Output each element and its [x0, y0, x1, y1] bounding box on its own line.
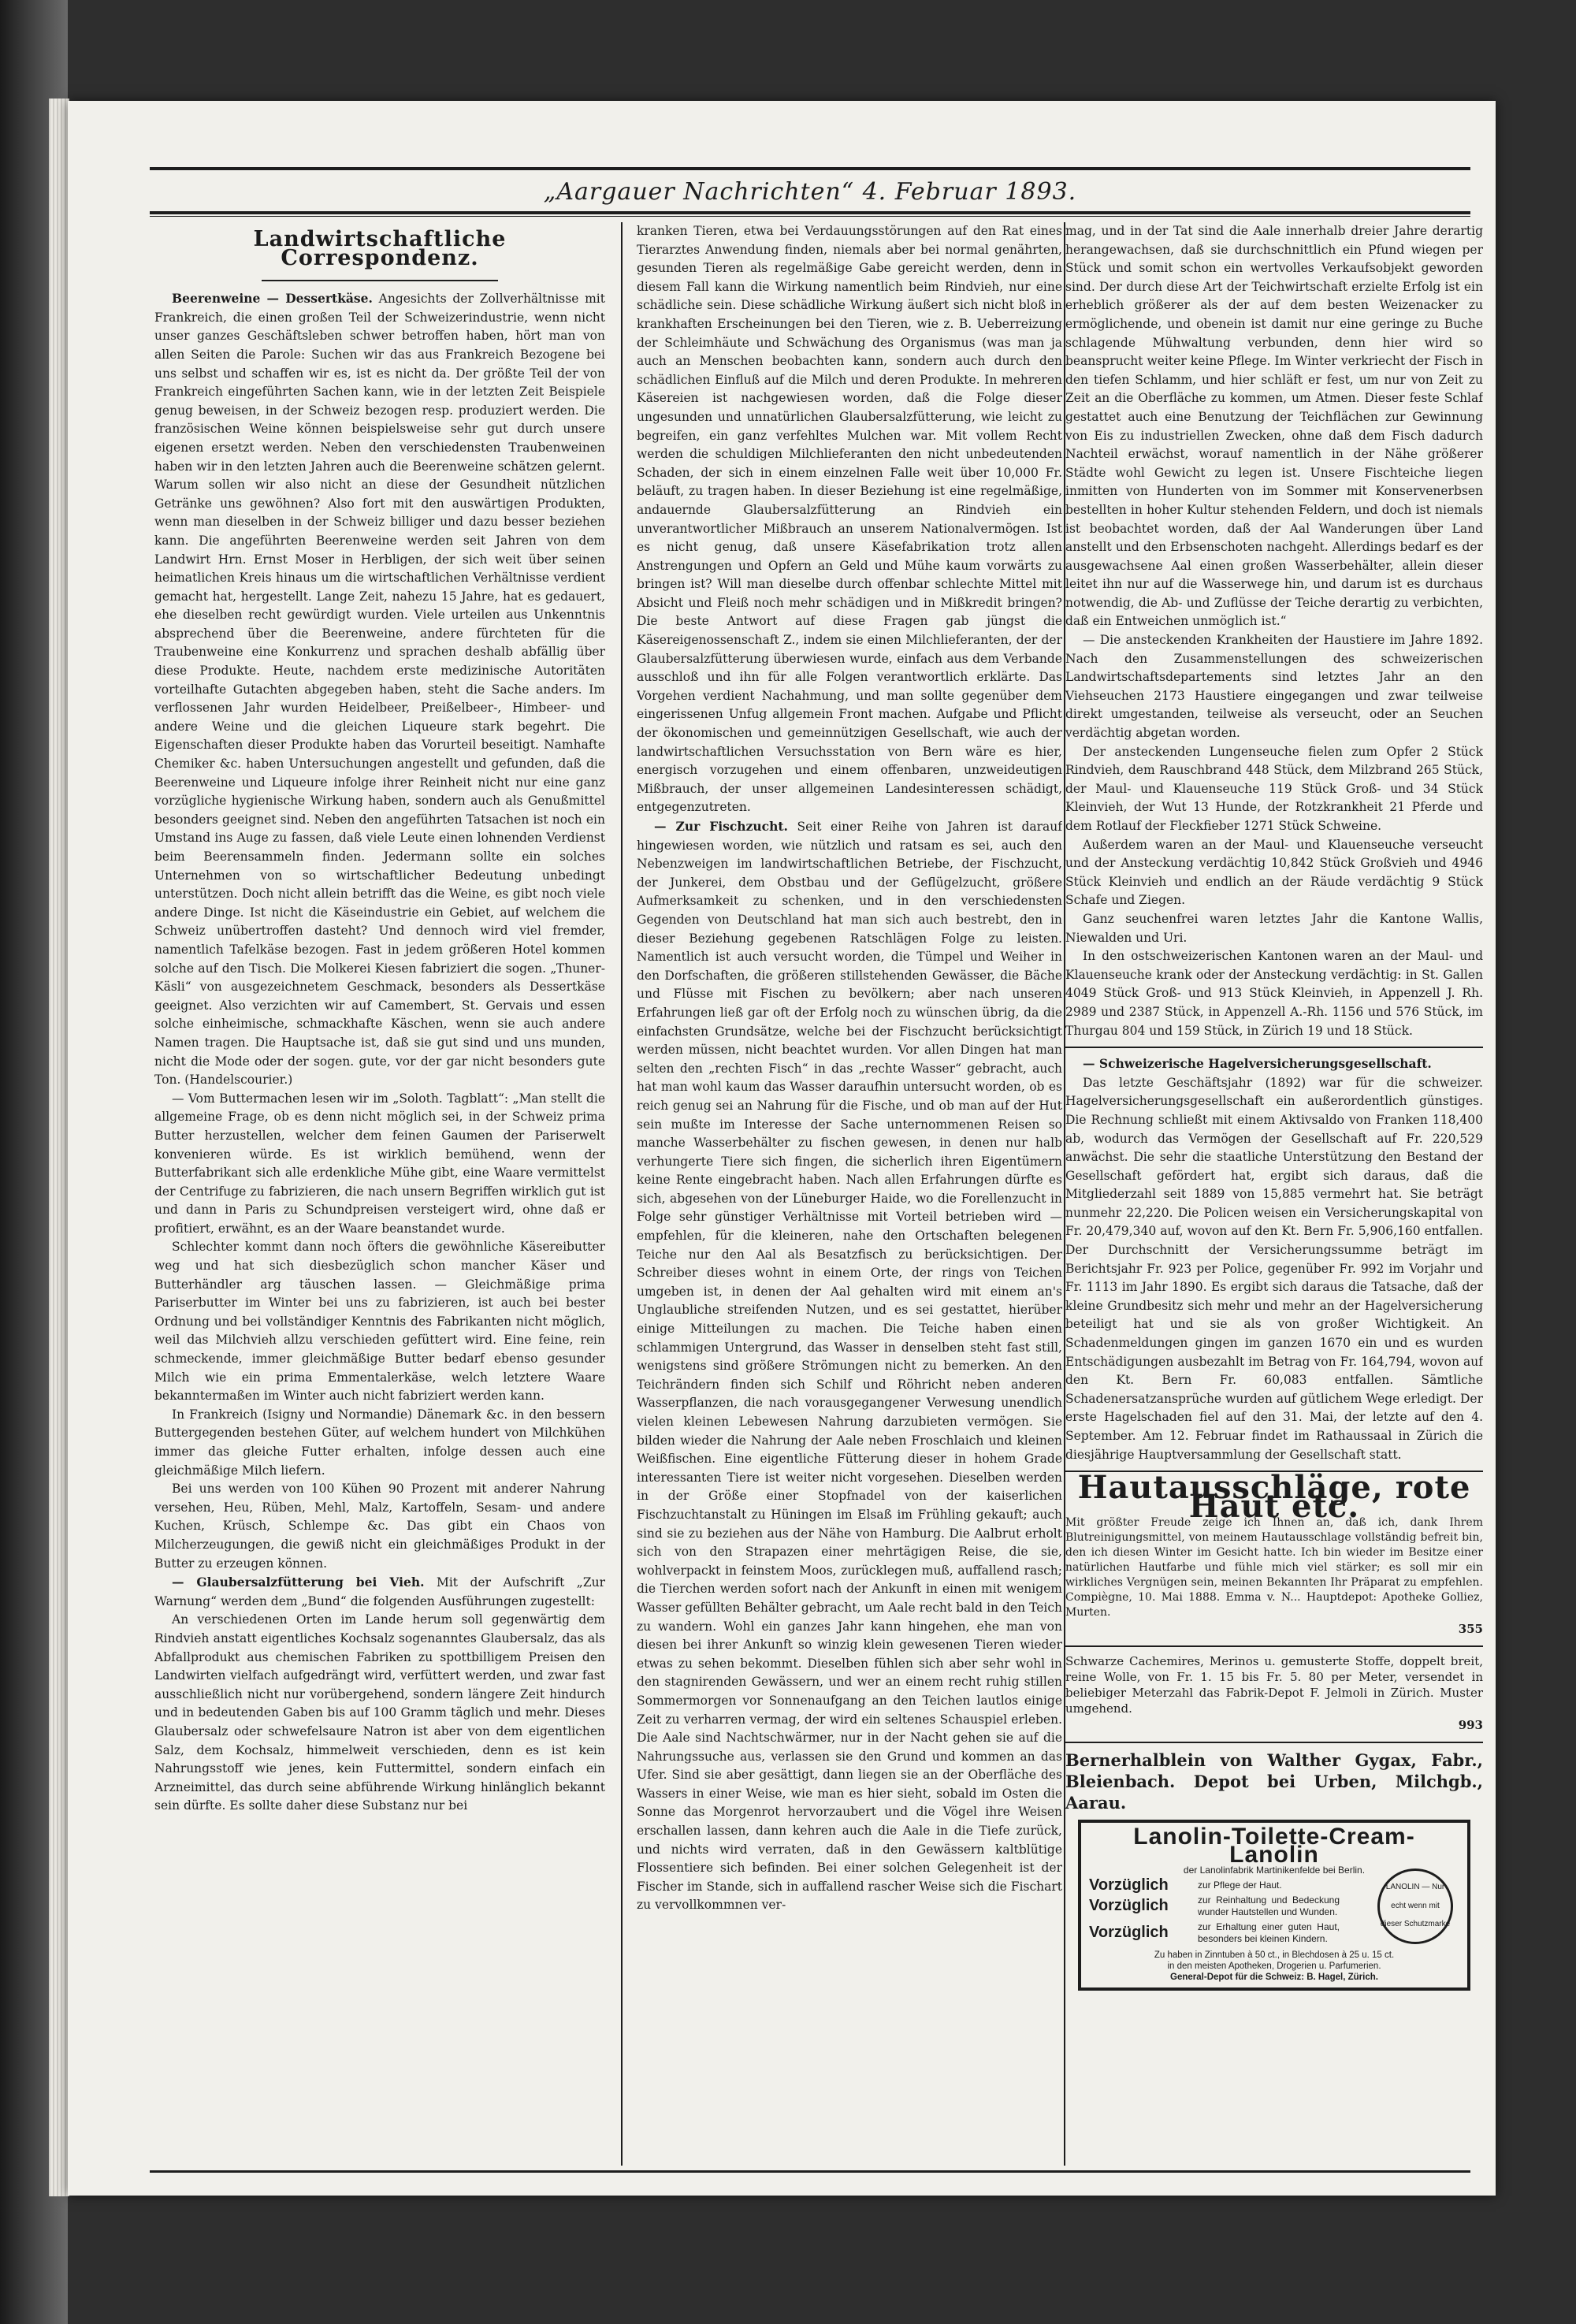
paragraph: Bei uns werden von 100 Kühen 90 Prozent mit anderer Nahrung versehen, Heu, Rüben, Mehl, Malz, Kartoffeln, Sesam- und andere Kuchen, Krüsch, Schlempe &c. Das gibt ein Chaos von Milcherzeugungen, die gewiß nicht ein gleichmäßiges Produkt in der Butter zu erzeugen können.: [154, 1482, 605, 1571]
ad-lanolin: [1078, 1820, 1470, 1991]
article-seuchen: — Die ansteckenden Krankheiten der Haustiere im Jahre 1892. Nach den Zusammenstellungen des schweizerischen Landwirtschaftsdepartements sind letztes Jahr an den Viehseuchen 2173 Haustiere eingegangen und zwar teilweise direkt umgestanden, teilweise als verseucht, oder an Seuchen verdächtig abgetan worden.: [1065, 633, 1483, 741]
article-glaubersalz: [154, 1573, 605, 1611]
paragraph: Schlechter kommt dann noch öfters die gewöhnliche Käsereibutter weg und hat sich diesbezüglich schon mancher Käser und Butterhändler arg täuschen lassen. — Gleichmäßige prima Pariserbutter im Winter bei uns zu fabrizieren, ist auch bei bester Ordnung und bei vollständiger Kenntnis des Fabrikanten nicht möglich, weil das Milchvieh allzu verschieden gefüttert wird. Eine feine, rein schmeckende, immer gleichmäßige Butter bedarf ebenso gesunder Milch wie ein prima Emmentalerkäse, welch letztere Waare bekanntermaßen im Winter auch nicht fabriziert werden kann.: [154, 1240, 605, 1404]
paragraph: Außerdem waren an der Maul- und Klauenseuche verseucht und der Ansteckung verdächtig 10,842 Stück Großvieh und 4946 Stück Kleinvieh und endlich an der Räude verdächtig 9 Stück Schafe und Ziegen.: [1065, 837, 1483, 908]
article-heading: — Glaubersalzfütterung bei Vieh.: [172, 1575, 425, 1590]
article-heading: — Zur Fischzucht.: [654, 819, 788, 834]
column-3: [1065, 222, 1483, 2177]
ad-number: 993: [1458, 1717, 1483, 1732]
section-title-underline: [262, 280, 498, 281]
masthead-top-rule: [150, 167, 1470, 170]
article-hagel: [1065, 1054, 1483, 1074]
lanolin-subline: der Lanolinfabrik Martinikenfelde bei Berlin.: [1183, 1864, 1366, 1876]
ad-separator: [1065, 1742, 1483, 1743]
lanolin-row-text: zur Pflege der Haut.: [1198, 1879, 1282, 1891]
paragraph: In Frankreich (Isigny und Normandie) Dänemark &c. in den bessern Buttergegenden bestehen Güter, auf welchem hundert von Milchkühen immer das gleiche Futter erhalten, infolge dessen auch eine gleichmäßige Milch liefern.: [154, 1407, 605, 1478]
lanolin-row-text: zur Reinhaltung und Bedeckung wunder Hautstellen und Wunden.: [1198, 1894, 1340, 1917]
masthead-bottom-thin-rule: [150, 216, 1470, 217]
ad-hautausschlaege-title: Hautausschläge, rote Haut etc.: [1077, 1469, 1471, 1525]
article-fischzucht: [637, 817, 1062, 1915]
page-stack-edge: [49, 99, 69, 2196]
article-text: Seit einer Reihe von Jahren ist darauf hingewiesen worden, wie nützlich und ratsam es sei, auch den Nebenzweigen im landwirtschaftlichen Betriebe, der Fischzucht, der Junkerei, dem Obstbau und der Geflügelzucht, größere Aufmerksamkeit zu schenken, und in den verschiedensten Gegenden von Deutschland hat man sich auch bestrebt, den in dieser Beziehung gegebenen Ratschlägen Folge zu leisten. Namentlich ist auch versucht worden, die Tümpel und Weiher in den Dorfschaften, die größeren stillstehenden Gewässer, die Bäche und Flüsse mit Fischen zu bevölkern; aber nach unseren Erfahrungen ließ gar oft der Erfolg noch zu wünschen übrig, da die einfachsten Grundsätze, welche bei der Fischzucht berücksichtigt werden müssen, nicht beachtet wurden. Vor allen Dingen hat man selten den „rechten Fisch“ in das „rechte Wasser“ gebracht, auch hat man wohl kaum das Wasser daraufhin untersucht worden, ob es reich genug sei an Nahrung für die Fische, und ob man auf der Hut sein mußte im Interesse der Sache unternommenen Reisen so manche Wasserbehälter zu fischen gewesen, in denen nur halb verhungerte Tiere sich fingen, die sicherlich ihren Eigentümern keine Rente eingebracht haben. Nach allen Erfahrungen dürfte es sich, abgesehen von der Lüneburger Haide, wo die Forellenzucht in Folge sehr günstiger Verhältnisse mit Vorteil betrieben wird — empfehlen, für die kleineren, nahe den Ortschaften belegenen Teiche nur den Aal als Besatzfisch zu berücksichtigen. Der Schreiber dieses wohnt in einem Orte, der rings von Teichen umgeben ist, in denen der Aal gehalten wird mit einem an's Unglaubliche streifenden Nutzen, und es sei gestattet, hierüber einige Mitteilungen zu machen. Die Teiche haben einen schlammigen Untergrund, das Wasser in denselben steht fast still, wenigstens sind größere Strömungen nicht zu bemerken. An den Teichrändern finden sich Schilf und Röhricht neben anderen Wasserpflanzen, die nach vorausgegangener Verwesung unendlich vielen kleinen Lebewesen Nahrung darzubieten vermögen. Sie bilden wieder die Nahrung der Aale neben Froschlaich und kleinen Weißfischen. Eine eigentliche Fütterung dieser in hohem Grade interessanten Tiere ist weiter nicht vorgesehen. Dieselben werden in der Größe einer Stopfnadel von der kaiserlichen Fischzuchtanstalt zu Hüningen im Elsaß im Frühling gekauft; auch sind sie zu beziehen aus der Nähe von Hamburg. Die Aalbrut erholt sich von den Strapazen einer mehrtägigen Reise, die sie, wohlverpackt in feinstem Moos, zurücklegen muß, auffallend rasch; die Tierchen werden sofort nach der Ankunft in einen mit wenigem Wasser gefüllten Behälter gebracht, um Aale recht bald in den Teich zu wandern. Wohl ein ganzes Jahr kann hingehen, ehe man von diesen bei ihrer Ankunft so winzig klein gewesenen Tieren wieder etwas zu sehen bekommt. Dieselben fühlen sich aber sehr wohl in den stagnirenden Gewässern, und wer an einem recht ruhig stillen Sommermorgen vor Sonnenaufgang an den Teichen lautlos einige Zeit zu verharren vermag, der wird ein seltenes Schauspiel erleben. Die Aale sind Nachtschwärmer, nur in der Nacht gehen sie auf die Nahrungssuche aus, verlassen sie den Grund und kommen an das Ufer. Sind sie aber gesättigt, dann liegen sie an der Oberfläche des Wassers in einer Weise, wie man es hier sieht, sobald im Osten die Sonne das Morgenrot hervorzaubert und die Vögel ihre Weisen erschallen lassen, dann kehren auch die Aale in die Tiefe zurück, und nichts wird verraten, daß in den Gewässern kaltblütige Flossentiere sich befinden. Bei einer solchen Gelegenheit ist der Fischer im Stande, sich in auffallend rascher Weise sich die Fischart zu vervollkommnen ver-: [637, 820, 1062, 1913]
lanolin-word: Vorzüglich: [1089, 1876, 1169, 1894]
paragraph: Das letzte Geschäftsjahr (1892) war für die schweizer. Hagelversicherungsgesellschaft ein außerordentlich günstiges. Die Rechnung schließt mit einem Aktivsaldo von Franken 118,400 ab, wodurch das Vermögen der Gesellschaft auf Fr. 220,529 anwächst. Die sehr die staatliche Unterstützung den Bestand der Gesellschaft gefördert hat, ergibt sich daraus, daß die Mitgliederzahl seit 1889 von 15,885 vermehrt hat. Sie beträgt nunmehr 22,220. Die Policen weisen ein Versicherungskapital von Fr. 20,479,340 auf, wovon auf den Kt. Bern Fr. 5,906,160 entfallen. Der Durchschnitt der Versicherungssumme beträgt im Berichtsjahr Fr. 923 per Police, gegenüber Fr. 992 im Vorjahr und Fr. 1113 im Jahr 1890. Es ergibt sich daraus die Tatsache, daß der kleine Grundbesitz sich mehr und mehr an der Hagelversicherung beteiligt hat und sie als von großer Wichtigkeit. An Schadenmeldungen gingen im ganzen 1670 ein und es wurden Entschädigungen ausbezahlt im Betrag von Fr. 164,794, wovon auf den Kt. Bern Fr. 60,083 entfallen. Sämtliche Schadenersatzansprüche wurden auf gütlichem Wege erledigt. Der erste Hagelschaden fiel auf den 31. Mai, der letzte auf den 4. September. Am 12. Februar findet im Rathaussaal in Zürich die diesjährige Hauptversammlung der Gesellschaft statt.: [1065, 1075, 1483, 1462]
paragraph: mag, und in der Tat sind die Aale innerhalb dreier Jahre derartig herangewachsen, daß sie durchschnittlich ein Pfund wiegen per Stück und somit schon ein wertvolles Verkaufsobjekt geworden sind. Der durch diese Art der Teichwirtschaft erzielte Erfolg ist ein erheblich größerer als der auf dem besten Weizenacker zu ermöglichende, und obenein ist damit nur eine geringe zu Buche schlagende Mühwaltung verbunden, denn hier wird so beansprucht weiter keine Pflege. Im Winter verkriecht der Fisch in den tiefen Schlamm, und hier schläft er fest, um nur von Zeit zu Zeit an die Oberfläche zu kommen, um Atmen. Dieser feste Schlaf gestattet auch eine Benutzung der Teichflächen zur Gewinnung von Eis zu industriellen Zwecken, ohne daß dem Fisch dadurch Nachteil erwächst, worauf namentlich in der Nähe größerer Städte wohl Gewicht zu legen ist. Unsere Fischteiche liegen inmitten von Hunderten von im Sommer mit Konservenerbsen bestellten in hoher Kultur stehenden Feldern, und doch ist niemals ist beobachtet worden, daß der Aal Wanderungen über Land anstellt und den Erbsenschoten nachgeht. Allerdings bedarf es der ausgewachsene Aal einen großen Wasserbehälter, allein dieser leitet ihn nur auf die Wasserwege hin, und darum ist es durchaus notwendig, die Ab- und Zuflüsse der Teiche derartig zu verbichten, daß ein Entweichen unmöglich ist.“: [1065, 224, 1483, 629]
paragraph: Ganz seuchenfrei waren letztes Jahr die Kantone Wallis, Niewalden und Uri.: [1065, 911, 1483, 945]
lanolin-word: Vorzüglich: [1089, 1924, 1169, 1942]
ad-hautausschlaege-text: Mit größter Freude zeige ich Ihnen an, daß ich, dank Ihrem Blutreinigungsmittel, von meinem Hautausschlage vollständig befreit bin, den ich diesen Winter im Gesicht hatte. Ich bin wieder im Besitze einer natürlichen Hautfarbe und fühle mich viel stärker; es soll mir ein wirkliches Vergnügen sein, meinen Bekannten Ihr Präparat zu empfehlen. Compiègne, 10. Mai 1888. Emma v. N... Hauptdepot: Apotheke Golliez, Murten.: [1065, 1516, 1483, 1619]
article-beerenweine: [154, 289, 605, 1090]
ad-number: 355: [1458, 1622, 1483, 1637]
article-text: Angesichts der Zollverhältnisse mit Frankreich, die einen großen Teil der Schweizerindustrie, wenn nicht unser ganzes Geschäftsleben schwer betroffen haben, hört man von allen Seiten die Parole: Suchen wir das aus Frankreich Bezogene bei uns selbst und schaffen wir es, ist es nicht da. Der größte Teil der von Frankreich eingeführten Sachen kann, wie in der letzten Zeit Beispiele genug beweisen, in der Schweiz bezogen resp. produziert werden. Die französischen Weine können beispielsweise sehr gut durch unsere eigenen ersetzt werden. Neben den verschiedensten Traubenweinen haben wir in den letzten Jahren auch die Beerenweine schätzen gelernt. Warum sollen wir also nicht an diese der Gesundheit nützlichen Getränke uns gewöhnen? Also fort mit den auswärtigen Produkten, wenn man dieselben in der Schweiz billiger und dazu besser beziehen kann. Die angeführten Beerenweine werden seit Jahren von dem Landwirt Hrn. Ernst Moser in Herbligen, der sich weit über seinen heimatlichen Kreis hinaus um die wirtschaftlichen Verhältnisse verdient gemacht hat, hergestellt. Lange Zeit, nahezu 15 Jahre, hat es gedauert, ehe dieselben recht gewürdigt wurden. Viele urteilen aus Unkenntnis absprechend über die Beerenweine, andere fürchteten für die Traubenweine eine Konkurrenz und sprachen deshalb abfällig über diese Produkte. Heute, nachdem erste medizinische Autoritäten vorteilhafte Gutachten abgegeben haben, steht die Sache anders. Im verflossenen Jahr wurden Heidelbeer, Preißelbeer-, Himbeer- und andere Weine und die gleichen Liqueure stark begehrt. Die Eigenschaften dieser Produkte haben das Vorurteil beseitigt. Namhafte Chemiker &c. haben Untersuchungen angestellt und gefunden, daß die Beerenweine und Liqueure infolge ihrer Reinheit nicht nur eine ganz vorzügliche hygienische Wirkung haben, sondern auch als Genußmittel besonders geeignet sind. Neben den angeführten Tatsachen ist noch ein Umstand ins Auge zu fassen, daß viele Leute einen lohnenden Verdienst beim Beerensammeln finden. Jedermann sollte ein solches Unternehmen von so wirtschaftlicher Bedeutung unbedingt unterstützen. Doch nicht allein betrifft das die Weine, es gibt noch viele andere Dinge. Ist nicht die Käseindustrie ein Gebiet, auf welchem die Schweiz unübertroffen dasteht? Und dennoch wird viel fremder, namentlich Tafelkäse bezogen. Fast in jedem größeren Hotel kommen solche auf den Tisch. Die Molkerei Kiesen fabriziert die sogen. „Thuner-Käsli“ von ausgezeichnetem Geschmack, besonders als Dessertkäse geeignet. Also verzichten wir auf Camembert, St. Gervais und essen solche einheimische, schmackhafte Käschen, wenn sie auch andere Namen tragen. Die Hauptsache ist, daß sie gut sind und uns munden, nicht die Mode oder der sogen. gute, vor der gar nicht besonders gute Ton. (Handelscourier.): [154, 292, 605, 1088]
masthead-title: „Aargauer Nachrichten“ 4. Februar 1893.: [543, 178, 1077, 206]
article-heading: — Schweizerische Hagelversicherungsgesellschaft.: [1083, 1056, 1432, 1072]
column-1: [154, 222, 605, 2177]
section-title: Landwirtschaftliche Correspondenz.: [253, 227, 507, 270]
paragraph: kranken Tieren, etwa bei Verdauungsstörungen auf den Rat eines Tierarztes Anwendung finden, niemals aber bei normal genährten, gesunden Tieren als regelmäßige Gabe gereicht werden, denn in diesem Fall kann die Wirkung namentlich beim Rindvieh, nur eine schädliche sein. Diese schädliche Wirkung äußert sich nicht bloß in krankhaften Erscheinungen bei den Tieren, wie z. B. Ueberreizung der Schleimhäute und Schwächung des Organismus (was man ja auch an Menschen beobachten kann, sondern auch durch den schädlichen Einfluß auf die Milch und deren Produkte. In mehreren Käsereien ist nachgewiesen worden, daß die Folge dieser ungesunden und unnatürlichen Glaubersalzfütterung, wie leicht zu begreifen, ein ganz verfehltes Mulchen war. Mit vollem Recht werden die schuldigen Milchlieferanten den nicht unbedeutenden Schaden, der sich in einem einzelnen Falle weit über 10,000 Fr. beläuft, zu tragen haben. In dieser Beziehung ist eine regelmäßige, andauernde Glaubersalzfütterung an Rindvieh ein unverantwortlicher Mißbrauch an unserem Nationalvermögen. Ist es nicht genug, daß unsere Käsefabrikation trotz allen Anstrengungen und Opfern an Geld und Mühe kaum vorwärts zu bringen ist? Will man dieselbe durch offenbar schlechte Mittel mit Absicht und Fleiß noch mehr schädigen und in Mißkredit bringen? Die beste Antwort auf diese Fragen gab jüngst die Käsereigenossenschaft Z., indem sie einen Milchlieferanten, der der Glaubersalzfütterung überwiesen wurde, einfach aus dem Verbande ausschloß und ihn für alle Folgen verantwortlich erklärte. Das Vorgehen verdient Nachahmung, und man sollte gegenüber dem eingerissenen Unfug allgemein Front machen. Aufgabe und Pflicht der ökonomischen und gemeinnützigen Gesellschaft, wie auch der landwirtschaftlichen Versuchsstation von Bern wäre es hier, energisch vorzugehen und einem offenbaren, unzweideutigen Mißbrauch, der unser allgemeinen Landesinteressen schädigt, entgegenzutreten.: [637, 224, 1062, 815]
lanolin-footer-3: General-Depot für die Schweiz: B. Hagel, Zürich.: [1170, 1972, 1378, 1982]
lanolin-trademark-seal-icon: LANOLIN — Nur echt wenn mit dieser Schutzmarke: [1377, 1868, 1453, 1944]
paragraph: An verschiedenen Orten im Lande herum soll gegenwärtig dem Rindvieh anstatt eigentliches Kochsalz sogenanntes Glaubersalz, das als Abfallprodukt aus chemischen Fabriken zu spottbilligem Preisen den Landwirten vielfach aufgedrängt wird, verfüttert werden, und zwar fast ausschließlich nicht nur vorübergehend, sondern längere Zeit hindurch und in bedeutenden Gaben bis auf 100 Gramm täglich und mehr. Dieses Glaubersalz oder schwefelsaure Natron ist aber von dem eigentlichen Salz, dem Kochsalz, himmelweit verschieden, denn es ist kein Nahrungsstoff wie jenes, kein Futtermittel, sondern einfach ein Arzneimittel, das durch seine abführende Wirkung hinlänglich bekannt sein dürfte. Es sollte daher diese Substanz nur bei: [154, 1612, 605, 1813]
ad-separator: [1065, 1645, 1483, 1647]
separator: [1065, 1047, 1483, 1048]
lanolin-row-text: zur Erhaltung einer guten Haut, besonders bei kleinen Kindern.: [1198, 1921, 1340, 1944]
column-divider-1: [621, 222, 623, 2166]
article-heading: Beerenweine — Dessertkäse.: [172, 291, 373, 307]
article-text: Mit der Aufschrift „Zur Warnung“ werden dem „Bund“ die folgenden Ausführungen zugestellt:: [154, 1575, 605, 1608]
lanolin-headline: Lanolin-Toilette-Cream-Lanolin: [1133, 1823, 1415, 1868]
article-buttermachen: — Vom Buttermachen lesen wir im „Soloth. Tagblatt“: „Man stellt die allgemeine Frage, ob es denn nicht möglich sei, in der Schweiz prima Butter herzustellen, welcher dem feinen Gaumen der Pariserwelt konvenieren würde. Es ist wirklich bemühend, wenn der Butterfabrikant sich alle erdenkliche Mühe gibt, eine Waare vermittelst der Centrifuge zu fabrizieren, die nach unsern Begriffen wirklich gut ist und dann in Paris zu Schundpreisen versteigert wird, ohne daß er profitiert, erwähnt, es an der Waare beanstandet wurde.: [154, 1091, 605, 1236]
paragraph: In den ostschweizerischen Kantonen waren an der Maul- und Klauenseuche krank oder der Ansteckung verdächtig: in St. Gallen 4049 Stück Groß- und 913 Stück Kleinvieh, in Appenzell J. Rh. 2989 und 2387 Stück, in Appenzell A.-Rh. 1156 und 576 Stück, im Thurgau 804 und 159 Stück, in Zürich 19 und 18 Stück.: [1065, 949, 1483, 1038]
ad-cachemires: Schwarze Cachemires, Merinos u. gemusterte Stoffe, doppelt breit, reine Wolle, von Fr. 1. 15 bis Fr. 5. 80 per Meter, versendet in beliebiger Meterzahl das Fabrik-Depot F. Jelmoli in Zürich. Muster umgehend.: [1065, 1653, 1483, 1716]
ad-bernerhalblein: Bernerhalblein von Walther Gygax, Fabr., Bleienbach. Depot bei Urben, Milchgb., Aarau.: [1065, 1750, 1483, 1813]
masthead-bottom-rule: [150, 211, 1470, 214]
column-2: [637, 222, 1062, 2177]
paragraph: Der ansteckenden Lungenseuche fielen zum Opfer 2 Stück Rindvieh, dem Rauschbrand 448 Stück, dem Milzbrand 265 Stück, der Maul- und Klauenseuche 119 Stück Groß- und 34 Stück Kleinvieh, der Wut 13 Hunde, der Rotzkrankheit 21 Pferde und dem Rotlauf der Fleckfieber 1271 Stück Schweine.: [1065, 744, 1483, 833]
lanolin-footer-1: Zu haben in Zinntuben à 50 ct., in Blechdosen à 25 u. 15 ct.: [1154, 1950, 1395, 1960]
lanolin-word: Vorzüglich: [1089, 1897, 1169, 1915]
lanolin-footer-2: in den meisten Apotheken, Drogerien u. Parfumerien.: [1167, 1961, 1381, 1971]
